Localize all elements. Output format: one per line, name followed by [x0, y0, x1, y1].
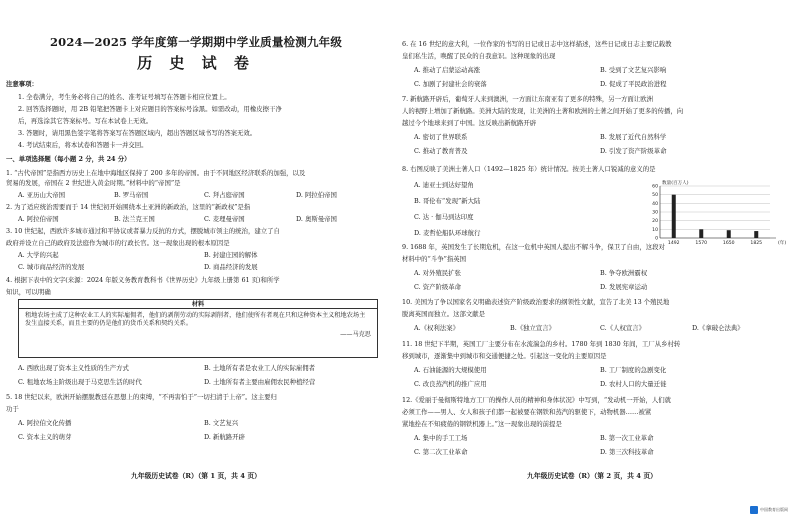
question-6-text: 皇们私生活，唤醒了民众的自我意识。这种现象的出现 [402, 52, 556, 60]
option-b[interactable]: B. 哥伦布“发现”新大陆 [414, 197, 481, 205]
option-c[interactable]: C. 资产阶级革命 [414, 283, 462, 291]
option-d[interactable]: D. 新航路开辟 [204, 433, 245, 441]
left-column [6, 0, 391, 520]
y-tick-label: 0 [655, 236, 658, 242]
question-9-text: 9. 1688 年，英国发生了长期危机，在这一危机中英国人提出不解斗争，保卫了自由，这段对 [402, 243, 665, 251]
x-tick-label: 1492 [667, 241, 680, 246]
page-footer: 九年级历史试卷（R）（第 1 页，共 4 页） [131, 472, 261, 480]
option-b[interactable]: B. 文艺复兴 [204, 419, 239, 427]
notice-item: 4. 考试结束后，将本试卷和答题卡一并交回。 [18, 141, 148, 149]
question-7-text: 7. 新航路开辟后，葡萄牙人来到澳洲，一方面让东南亚有了更多的特殊，另一方面让欧洲 [402, 95, 653, 103]
question-4-text: 4. 根据下表中的文字(来源：2024 年版义务教育教科书《世界历史》九年级上册第 61 页)和所学 [6, 276, 280, 284]
option-c[interactable]: C. 推动了教育普及 [414, 147, 468, 155]
y-axis-label: 数量(百万人) [662, 181, 689, 186]
option-c[interactable]: C. 麦理曼帝国 [204, 215, 245, 223]
question-3-text: 政府并设立自己的政府及法庭作为城市的行政长官。这一现象出现的根本原因是 [6, 239, 230, 247]
notice-item: 3. 答题时，请用黑色签字笔将答案写在答题区域内，超出答题区域书写的答案无效。 [18, 129, 257, 137]
option-d[interactable]: D.《拿破仑法典》 [692, 324, 744, 332]
option-b[interactable]: B. 封建庄园的解体 [204, 251, 258, 259]
option-a[interactable]: A.《权利法案》 [414, 324, 459, 332]
x-tick-label: 1650 [722, 241, 735, 246]
option-d[interactable]: D. 奥斯曼帝国 [296, 215, 337, 223]
bar [672, 195, 676, 238]
y-tick-label: 60 [652, 184, 658, 190]
option-d[interactable]: D. 麦哲伦船队环球航行 [414, 229, 481, 237]
option-d[interactable]: D. 促成了平民政治进程 [600, 80, 667, 88]
population-chart [560, 178, 790, 250]
bar [699, 229, 703, 238]
option-c[interactable]: C. 加剧了封建社会的衰落 [414, 80, 487, 88]
option-c[interactable]: C. 资本主义的萌芽 [18, 433, 72, 441]
notice-item: 1. 全卷满分，考生务必将自己的姓名、准考证号填写在答题卡相应位置上。 [18, 93, 231, 101]
question-11-text: 移到城市，逐渐集中到城市和交通便捷之处。引起这一变化的主要原因是 [402, 352, 607, 360]
option-c[interactable]: C. 改良蒸汽机的推广应用 [414, 380, 487, 388]
question-2-text: 2. 为了适应统治需要而于 14 世纪初开始围绕本土亚洲的新政治，这里的“新政权”是指 [6, 203, 251, 211]
question-10-text: 脱离英国而独立。这部文献是 [402, 310, 486, 318]
option-a[interactable]: A. 阿拉伯文化传播 [18, 419, 72, 427]
notice-item: 2. 回答选择题时，用 2B 铅笔把答题卡上对应题目的答案标号涂黑。如需改动，用橡皮擦干净 [18, 105, 282, 113]
y-tick-label: 20 [652, 219, 658, 225]
population-chart-svg [560, 178, 790, 250]
option-b[interactable]: B.《独立宣言》 [510, 324, 556, 332]
quote-text: 租地农场主成了这种农业工人的实际雇佣者，他们的剥削劳动的实际剥削者，他们使所有者观在只和这种资本主义租地农场主发生直接关系，而且主要的仍是他们的货币关系和契约关系。 [25, 312, 366, 328]
question-11-text: 11. 18 世纪下半期，英国工厂主要分布在水流湍急的乡村。1780 年到 1830 年间，工厂从乡村转 [402, 340, 681, 348]
option-d[interactable]: D. 第三次科技革命 [600, 448, 654, 456]
option-c[interactable]: C. 城市商品经济的发展 [18, 263, 85, 271]
option-a[interactable]: A. 大学的兴起 [18, 251, 59, 259]
page-title: 2024—2025 学年度第一学期期中学业质量检测九年级 [49, 35, 343, 49]
option-b[interactable]: B. 土地所有者是农业工人的实际雇佣者 [204, 364, 316, 372]
option-c[interactable]: C.《人权宣言》 [600, 324, 646, 332]
right-column [402, 0, 787, 520]
option-b[interactable]: B. 受到了文艺复兴影响 [600, 66, 667, 74]
quote-box [18, 308, 378, 358]
option-d[interactable]: D. 引发了资产阶级革命 [600, 147, 667, 155]
y-tick-label: 10 [652, 227, 658, 233]
question-7-text: 人的视野上增加了新航路。美洲大陆的发现，让美洲的土著和欧洲的土著之间开始了更多的传播，向 [402, 107, 684, 115]
option-d[interactable]: D. 农村人口的大量迁徙 [600, 380, 667, 388]
option-a[interactable]: A. 迪亚士到达好望角 [414, 181, 474, 189]
notice-heading: 注意事项： [6, 80, 38, 88]
option-d[interactable]: D. 土地所有者主要由雇佣农民种植经营 [204, 378, 316, 386]
question-5-text: 功于 [6, 405, 19, 413]
option-c[interactable]: C. 拜占庭帝国 [204, 191, 245, 199]
question-10-text: 10. 美国为了争以国家名义明确表述资产阶级政治要求的纲领性文献，宣告了北美 13 个殖民地 [402, 298, 670, 306]
option-a[interactable]: A. 亚历山大帝国 [18, 191, 66, 199]
question-12-text: 紧地拴在不知疲倦的钢铁机器上。”这一现象出现的前提是 [402, 420, 562, 428]
option-a[interactable]: A. 石油能源的大规模使用 [414, 366, 487, 374]
option-a[interactable]: A. 阿拉伯帝国 [18, 215, 59, 223]
x-axis-label: (年) [778, 241, 787, 246]
watermark-logo [750, 506, 788, 514]
option-d[interactable]: D. 发展宪章运动 [600, 283, 648, 291]
x-tick-label: 1825 [750, 241, 763, 246]
quote-header: 材料 [18, 299, 378, 309]
option-c[interactable]: C. 达 · 伽马到达印度 [414, 213, 474, 221]
question-1-text: 贸易的发展，帝国在 2 世纪进入黄金时期。”材料中的“帝国”是 [6, 179, 181, 187]
option-a[interactable]: A. 密切了世界联系 [414, 133, 468, 141]
bar [727, 230, 731, 238]
question-4-text: 知识，可以明确 [6, 288, 51, 296]
option-c[interactable]: C. 第二次工业革命 [414, 448, 468, 456]
question-3-text: 3. 10 世纪起，西欧许多城市通过和平协议或者暴力反抗的方式，摆脱城市领主的统治，建立了自 [6, 227, 280, 235]
question-8-text: 8. 右图反映了美洲土著人口（1492—1825 年）统计情况。按美土著人口锐减的意义的是 [402, 165, 656, 173]
option-d[interactable]: D. 阿拉伯帝国 [296, 191, 337, 199]
question-9-text: 材料中的“斗争”指英国 [402, 255, 467, 263]
option-a[interactable]: A. 推动了启蒙运动高涨 [414, 66, 481, 74]
section-heading: 一、单项选择题（每小题 2 分，共 24 分） [6, 155, 131, 163]
exam-subject-title: 历 史 试 卷 [137, 54, 255, 72]
option-a[interactable]: A. 对外殖民扩张 [414, 269, 462, 277]
option-c[interactable]: C. 租地农场主阶级出现于马克思生活的时代 [18, 378, 142, 386]
quote-author: ——马克思 [340, 330, 371, 338]
question-6-text: 6. 在 16 世纪的意大利，一位作家的书写的日记或日志中这样描述，这些日记或日志主要记载教 [402, 40, 672, 48]
question-5-text: 5. 18 世纪以来，欧洲开始摆脱教廷在思想上的束缚，“不再害怕于”一切扫清于上帝”。这主要归 [6, 393, 277, 401]
option-b[interactable]: B. 第一次工业革命 [600, 434, 654, 442]
option-b[interactable]: B. 争夺欧洲霸权 [600, 269, 648, 277]
question-1-text: 1. “古代帝国”是指西方历史上在地中海地区保持了 200 多年的帝国。由于不同地区经济联系的加强，以及 [6, 169, 306, 177]
question-12-text: 必须工作——男人、女人和孩子们都一起被要在钢铁和蒸汽的驱使下，动物机器……被紧 [402, 408, 652, 416]
option-d[interactable]: D. 商品经济的发展 [204, 263, 258, 271]
option-a[interactable]: A. 西欧出现了资本主义性质的生产方式 [18, 364, 129, 372]
x-tick-label: 1570 [695, 241, 708, 246]
option-a[interactable]: A. 集中的手工工场 [414, 434, 468, 442]
y-tick-label: 50 [652, 193, 658, 199]
question-12-text: 12.《爱丽于曼彻斯特地方工厂的操作人员的精神和身体状况》中写到，“发动机一开始，人们就 [402, 396, 672, 404]
option-b[interactable]: B. 罗马帝国 [114, 191, 149, 199]
bar [754, 231, 758, 238]
option-b[interactable]: B. 工厂制度的急剧变化 [600, 366, 667, 374]
option-b[interactable]: B. 法兰克王国 [114, 215, 155, 223]
option-b[interactable]: B. 发展了近代自然科学 [600, 133, 667, 141]
question-7-text: 越过今个地球来到了中国。这反映出新航路开辟 [402, 119, 537, 127]
y-tick-label: 40 [652, 201, 658, 207]
watermark-text: 中国教育出版网 [760, 507, 788, 512]
y-tick-label: 30 [652, 210, 658, 216]
notice-item: 后，再选涂其它答案标号。写在本试卷上无效。 [18, 117, 153, 125]
logo-icon [750, 506, 758, 514]
page-footer: 九年级历史试卷（R）（第 2 页，共 4 页） [527, 472, 657, 480]
